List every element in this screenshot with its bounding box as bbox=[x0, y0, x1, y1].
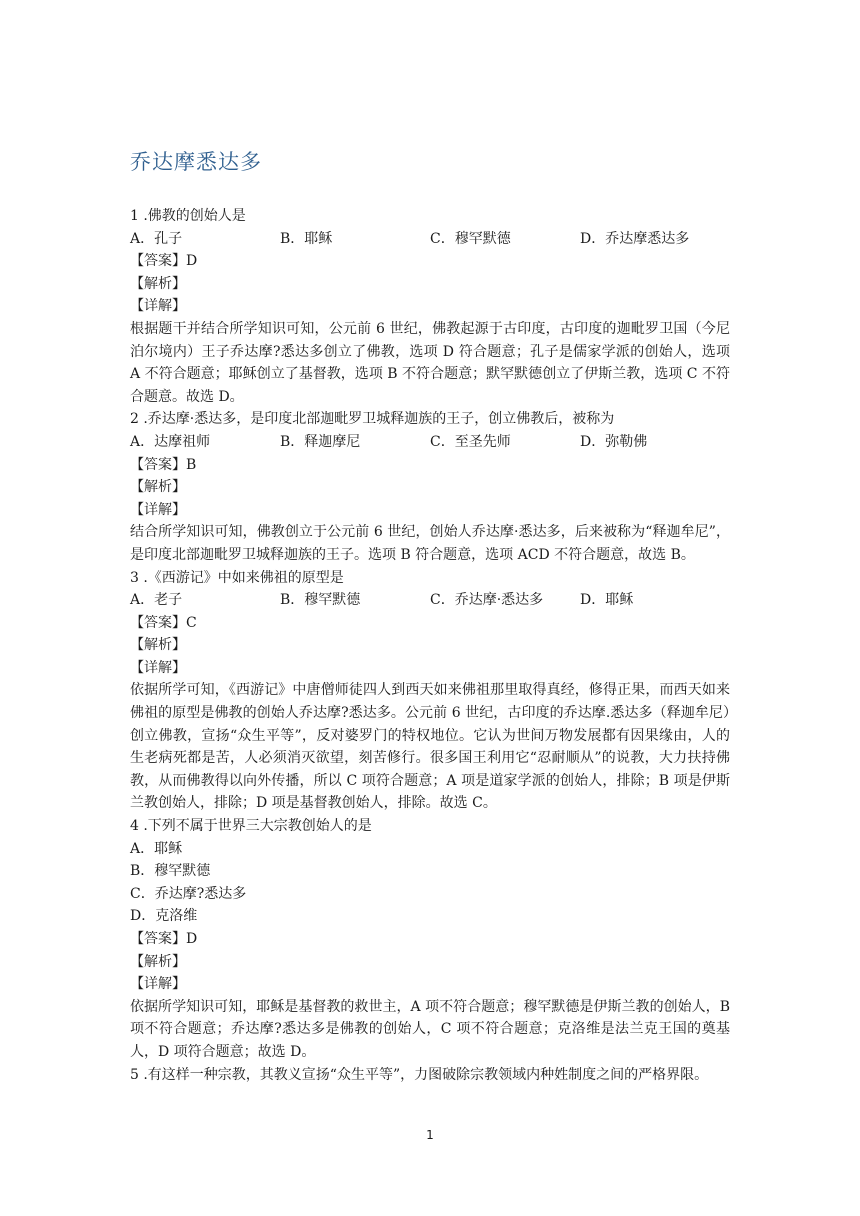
q3-option-a: A．老子 bbox=[130, 592, 183, 609]
q4-option-a: A．耶稣 bbox=[130, 840, 183, 857]
question-2-stem: 2 .乔达摩·悉达多，是印度北部迦毗罗卫城释迦族的王子，创立佛教后，被称为 bbox=[130, 411, 615, 428]
q2-option-b: B．释迦摩尼 bbox=[280, 433, 361, 450]
q4-explanation: 依据所学知识可知，耶稣是基督教的救世主，A 项不符合题意；穆罕默德是伊斯兰教的创始人，B 项不符合题意；乔达摩?悉达多是佛教的创始人，C 项不符合题意；克洛维是法兰克王国的奠基人，D 项符合题意；故选 D。 bbox=[130, 998, 730, 1060]
q2-analysis-label: 【解析】 bbox=[130, 479, 186, 496]
q3-answer: 【答案】C bbox=[130, 614, 197, 631]
q2-option-a: A．达摩祖师 bbox=[130, 433, 211, 450]
q1-option-c: C．穆罕默德 bbox=[430, 230, 511, 247]
q1-analysis-label: 【解析】 bbox=[130, 275, 186, 292]
q3-detail-label: 【详解】 bbox=[130, 659, 186, 676]
question-3-stem: 3 .《西游记》中如来佛祖的原型是 bbox=[130, 569, 344, 586]
q3-explanation: 依据所学可知，《西游记》中唐僧师徒四人到西天如来佛祖那里取得真经，修得正果，而西天如来佛祖的原型是佛教的创始人乔达摩?悉达多。公元前 6 世纪，古印度的乔达摩.悉达多（释迦牟尼）创立佛教，宣扬“众生平等”，反对婆罗门的特权地位。它认为世间万物发展都有因果缘由，人的生老病死都是苦，人必须消灭欲望，刻苦修行。很多国王利用它“忍耐顺从”的说教，大力扶持佛教，从而佛教得以向外传播，所以 C 项符合题意；A 项是道家学派的创始人，排除；B 项是伊斯兰教创始人，排除；D 项是基督教创始人，排除。故选 C。 bbox=[130, 682, 730, 812]
q3-option-c: C．乔达摩·悉达多 bbox=[430, 592, 544, 609]
q4-detail-label: 【详解】 bbox=[130, 976, 186, 993]
q3-analysis-label: 【解析】 bbox=[130, 637, 186, 654]
document-body bbox=[130, 205, 730, 1086]
question-4-stem: 4 .下列不属于世界三大宗教创始人的是 bbox=[130, 818, 372, 835]
q4-option-b: B．穆罕默德 bbox=[130, 863, 211, 880]
q2-option-d: D．弥勒佛 bbox=[580, 433, 648, 450]
question-3-options bbox=[130, 589, 730, 612]
q1-answer: 【答案】D bbox=[130, 253, 198, 270]
q1-detail-label: 【详解】 bbox=[130, 298, 186, 315]
q4-analysis-label: 【解析】 bbox=[130, 953, 186, 970]
q1-option-d: D．乔达摩悉达多 bbox=[580, 230, 690, 247]
question-1-stem: 1 .佛教的创始人是 bbox=[130, 208, 246, 224]
question-5-stem: 5 .有这样一种宗教，其教义宣扬“众生平等”，力图破除宗教领域内种姓制度之间的严格界限。 bbox=[130, 1066, 709, 1083]
question-2-options bbox=[130, 431, 730, 454]
q3-option-d: D．耶稣 bbox=[580, 592, 634, 609]
document-title: 乔达摩悉达多 bbox=[130, 150, 262, 174]
q1-option-a: A．孔子 bbox=[130, 230, 183, 247]
q1-explanation: 根据题干并结合所学知识可知，公元前 6 世纪，佛教起源于古印度，古印度的迦毗罗卫国（今尼泊尔境内）王子乔达摩?悉达多创立了佛教，选项 D 符合题意；孔子是儒家学派的创始人，选项 A 不符合题意；耶稣创立了基督教，选项 B 不符合题意；默罕默德创立了伊斯兰教，选项 C 不符合题意。故选 D。 bbox=[130, 320, 730, 405]
q4-option-d: D．克洛维 bbox=[130, 908, 198, 925]
q4-option-c: C．乔达摩?悉达多 bbox=[130, 885, 247, 902]
q2-answer: 【答案】B bbox=[130, 456, 197, 473]
question-1-options bbox=[130, 228, 730, 251]
q2-explanation: 结合所学知识可知，佛教创立于公元前 6 世纪，创始人乔达摩·悉达多，后来被称为“释迦牟尼”，是印度北部迦毗罗卫城释迦族的王子。选项 B 符合题意，选项 ACD 不符合题意，故选 B。 bbox=[130, 524, 730, 563]
q4-answer: 【答案】D bbox=[130, 931, 198, 947]
q3-option-b: B．穆罕默德 bbox=[280, 592, 361, 609]
page-number: 1 bbox=[426, 1128, 434, 1142]
q2-detail-label: 【详解】 bbox=[130, 501, 186, 518]
q1-option-b: B．耶稣 bbox=[280, 230, 333, 247]
q2-option-c: C．至圣先师 bbox=[430, 433, 511, 450]
